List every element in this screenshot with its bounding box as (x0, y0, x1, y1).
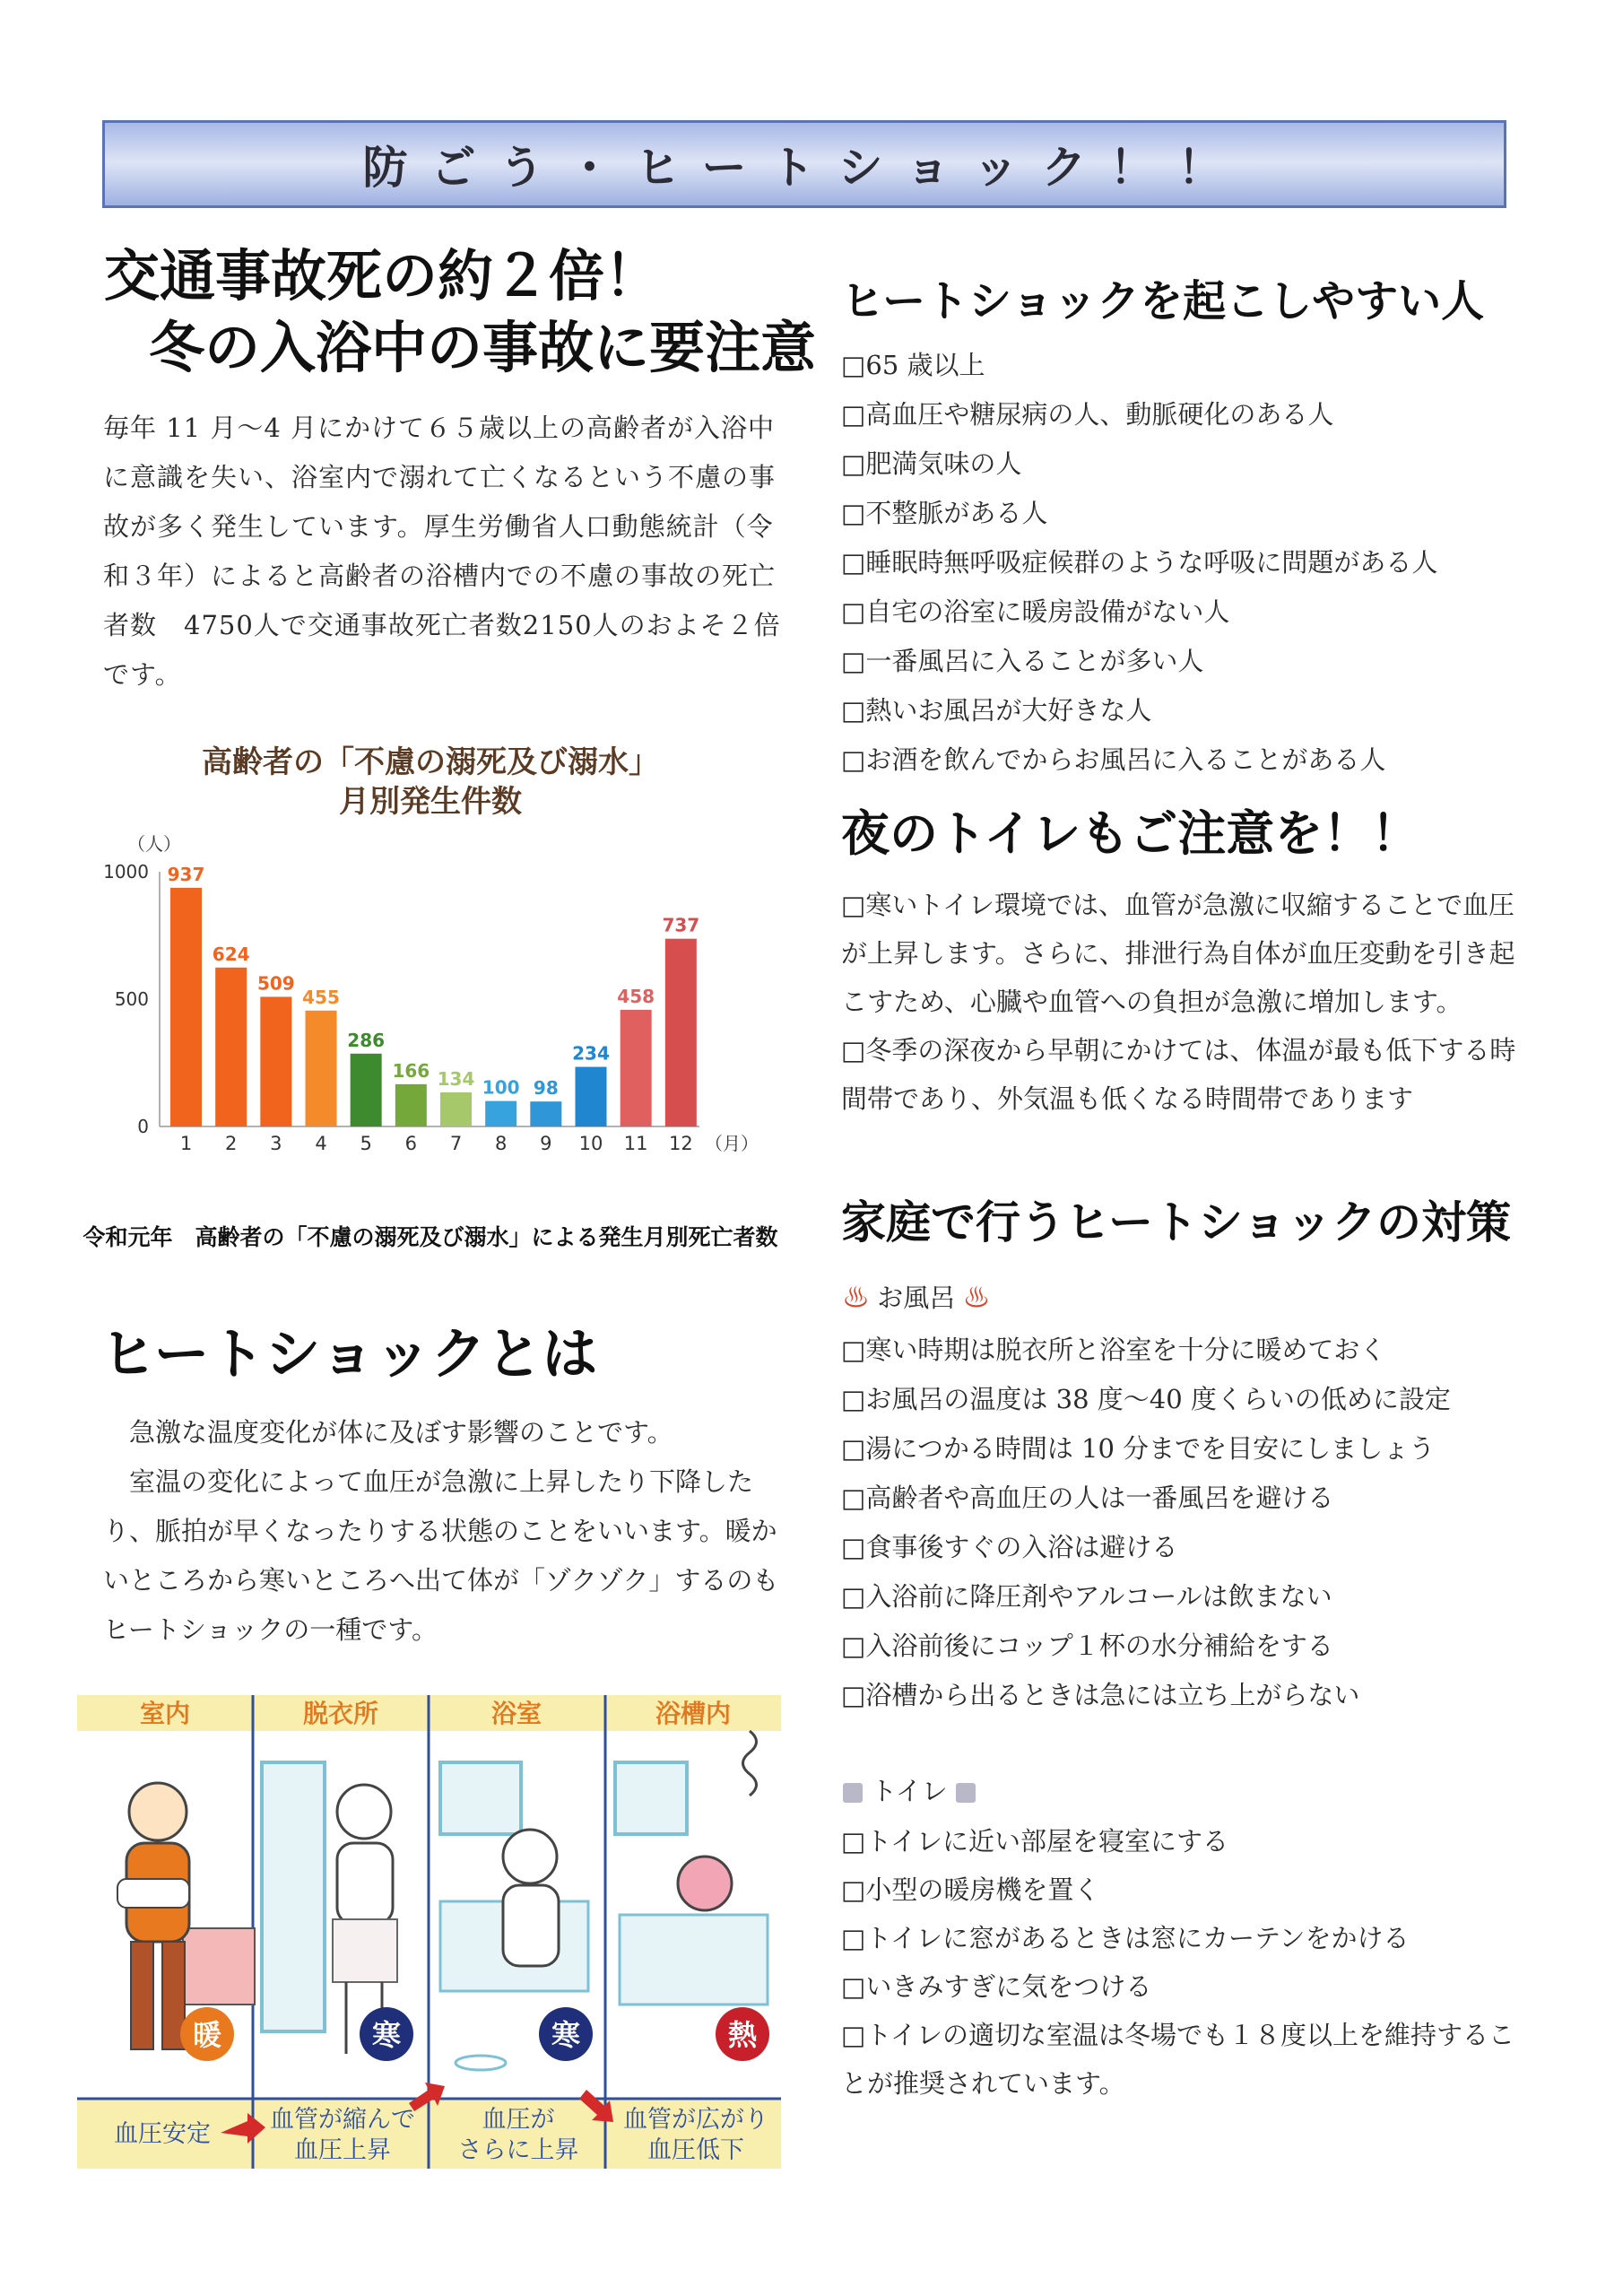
bar-month-5 (351, 1054, 382, 1126)
bath-measure-item: □入浴前に降圧剤やアルコールは飲まない (841, 1581, 1332, 1612)
bath-measure-item: □浴槽から出るときは急には立ち上がらない (841, 1680, 1360, 1710)
caption-indoor: 血圧安定 (114, 2120, 211, 2148)
bar-month-8 (485, 1101, 516, 1126)
bar-month-12 (665, 939, 697, 1126)
bath-subheading (843, 1278, 989, 1315)
bar-chart (90, 834, 771, 1166)
bath-measure-item: □湯につかる時間は 10 分までを目安にしましょう (841, 1433, 1436, 1464)
risk-item: □肥満気味の人 (841, 448, 1022, 479)
x-tick-label: 12 (668, 1133, 693, 1154)
toilet-measure-item: □トイレに窓があるときは窓にカーテンをかける (841, 1923, 1410, 1953)
bar-value-label: 98 (533, 1077, 559, 1100)
bar-value-label: 166 (392, 1059, 430, 1082)
caption-bathroom-line2: さらに上昇 (457, 2136, 579, 2164)
risk-item: □お酒を飲んでからお風呂に入ることがある人 (841, 744, 1386, 775)
x-tick-label: 3 (270, 1133, 282, 1154)
bar-month-7 (440, 1092, 472, 1126)
hot-spring-icon: ♨ (963, 1283, 990, 1313)
hot-spring-icon: ♨ (843, 1283, 870, 1313)
bar-value-label: 624 (212, 943, 250, 965)
bar-value-label: 100 (482, 1076, 520, 1099)
bar-value-label: 509 (256, 972, 295, 995)
hot-badge-label: 熱 (727, 2018, 758, 2052)
risk-item: □不整脈がある人 (841, 498, 1048, 528)
risk-item: □自宅の浴室に暖房設備がない人 (841, 596, 1230, 627)
bath-label: お風呂 (877, 1283, 956, 1313)
bar-month-11 (621, 1010, 652, 1126)
bar-month-10 (576, 1067, 607, 1126)
toilet-measure-item: □いきみすぎに気をつける (841, 1971, 1152, 2002)
bar-value-label: 458 (617, 985, 655, 1007)
risk-list (841, 341, 1541, 785)
toilet-icon (956, 1783, 976, 1803)
risk-heading: ヒートショックを起こしやすい人 (841, 276, 1485, 326)
bar-month-4 (306, 1011, 337, 1126)
bar-value-label: 286 (347, 1029, 386, 1051)
header-bathtub: 浴槽内 (655, 1699, 732, 1728)
risk-item: □65 歳以上 (841, 350, 985, 380)
x-tick-label: 11 (623, 1133, 648, 1154)
bar-month-1 (170, 888, 202, 1126)
main-headline (104, 240, 816, 384)
heatshock-heading: ヒートショックとは (100, 1321, 598, 1387)
page-title: 防ごう・ヒートショック！！ (362, 142, 1246, 194)
caption-dressing-line2: 血圧上昇 (294, 2136, 391, 2164)
chart-title (76, 743, 785, 822)
cold-badge-2-label: 寒 (551, 2018, 581, 2052)
y-tick-label: 0 (137, 1116, 149, 1137)
chart-caption: 令和元年 高齢者の「不慮の溺死及び溺水」による発生月別死亡者数 (82, 1224, 778, 1250)
header-bathroom: 浴室 (490, 1699, 542, 1728)
headline-line1: 交通事故死の約２倍！ (104, 243, 661, 309)
bath-measure-item: □高齢者や高血圧の人は一番風呂を避ける (841, 1483, 1334, 1513)
caption-bathtub-line2: 血圧低下 (647, 2136, 744, 2164)
bar-month-2 (215, 968, 247, 1126)
x-axis-unit-label: （月） (705, 1133, 759, 1154)
x-tick-label: 2 (224, 1133, 238, 1154)
toilet-warning-item: □冬季の深夜から早朝にかけては、体温が最も低下する時間帯であり、外気温も低くなる時間帯であります (841, 1035, 1516, 1114)
bath-measure-item: □食事後すぐの入浴は避ける (841, 1532, 1178, 1562)
bar-value-label: 455 (302, 986, 340, 1008)
y-axis-unit-label: （人） (127, 834, 181, 855)
toilet-measure-item: □小型の暖房機を置く (841, 1874, 1100, 1905)
x-tick-label: 5 (360, 1133, 372, 1154)
cold-badge-1-label: 寒 (371, 2018, 402, 2052)
heatshock-definition: 急激な温度変化が体に及ぼす影響のことです。 (129, 1417, 673, 1448)
x-tick-label: 9 (540, 1133, 552, 1154)
caption-dressing-line1: 血管が縮んで (270, 2106, 415, 2134)
toilet-heading: 夜のトイレもご注意を！！ (841, 805, 1420, 862)
bar-value-label: 234 (572, 1042, 610, 1065)
risk-item: □睡眠時無呼吸症候群のような呼吸に問題がある人 (841, 547, 1438, 578)
toilet-measure-item: □トイレに近い部屋を寝室にする (841, 1826, 1228, 1857)
risk-item: □高血圧や糖尿病の人、動脈硬化のある人 (841, 399, 1334, 430)
headline-line2: 冬の入浴中の事故に要注意 (149, 315, 817, 380)
chart-title-line2: 月別発生件数 (339, 784, 522, 820)
bath-measure-item: □入浴前後にコップ１杯の水分補給をする (841, 1631, 1333, 1661)
bath-measure-item: □お風呂の温度は 38 度～40 度くらいの低めに設定 (841, 1384, 1451, 1414)
caption-bathroom-line1: 血圧が (482, 2106, 555, 2134)
x-tick-label: 1 (179, 1133, 193, 1154)
warm-badge-label: 暖 (192, 2018, 222, 2052)
header-dressing-room: 脱衣所 (302, 1699, 379, 1728)
toilet-label: トイレ (871, 1776, 948, 1806)
bar-month-9 (530, 1101, 561, 1126)
bar-value-label: 134 (437, 1067, 475, 1090)
chart-title-line1: 高齢者の「不慮の溺死及び溺水」 (202, 744, 659, 780)
bar-month-3 (260, 996, 291, 1126)
temperature-change-illustration (77, 1695, 781, 2169)
x-tick-label: 8 (494, 1133, 508, 1154)
toilet-measure-item: □トイレの適切な室温は冬場でも１８度以上を維持することが推奨されています。 (841, 2020, 1515, 2099)
y-tick-label: 1000 (103, 861, 149, 883)
bath-measure-item: □寒い時期は脱衣所と浴室を十分に暖めておく (841, 1335, 1386, 1365)
bar-month-6 (395, 1084, 427, 1126)
toilet-icon (843, 1783, 863, 1803)
toilet-subheading (843, 1771, 976, 1808)
x-tick-label: 7 (449, 1133, 463, 1154)
header-indoor: 室内 (139, 1699, 191, 1728)
caption-bathtub-line1: 血管が広がり (623, 2106, 768, 2134)
page-title-banner (102, 120, 1506, 208)
bar-value-label: 937 (167, 863, 205, 885)
intro-paragraph: 毎年 11 月～4 月にかけて６５歳以上の高齢者が入浴中に意識を失い、浴室内で溺れて亡くなるという不慮の事故が多く発生しています。厚生労働省人口動態統計（令和３年）によると高齢者の浴槽内での不慮の事故の死亡者数 4750人で交通事故死亡者数2150人のおよそ２倍です。 (103, 413, 781, 690)
risk-item: □熱いお風呂が大好きな人 (841, 695, 1152, 726)
y-tick-label: 500 (114, 988, 149, 1010)
heatshock-description: 室温の変化によって血圧が急激に上昇したり下降したり、脈拍が早くなったりする状態のことをいいます。暖かいところから寒いところへ出て体が「ゾクゾク」するのもヒートショックの一種です。 (103, 1466, 779, 1645)
toilet-warning-list (841, 881, 1524, 1123)
toilet-measures-list (841, 1817, 1524, 2108)
x-tick-label: 4 (315, 1133, 327, 1154)
risk-item: □一番風呂に入ることが多い人 (841, 646, 1204, 676)
bath-measures-list (841, 1326, 1541, 1720)
bar-value-label: 737 (662, 914, 700, 936)
measures-heading: 家庭で行うヒートショックの対策 (841, 1196, 1511, 1248)
toilet-warning-item: □寒いトイレ環境では、血管が急激に収縮することで血圧が上昇します。さらに、排泄行為自体が血圧変動を引き起こすため、心臓や血管への負担が急激に増加します。 (841, 890, 1515, 1017)
x-tick-label: 10 (578, 1133, 603, 1154)
x-tick-label: 6 (404, 1133, 418, 1154)
